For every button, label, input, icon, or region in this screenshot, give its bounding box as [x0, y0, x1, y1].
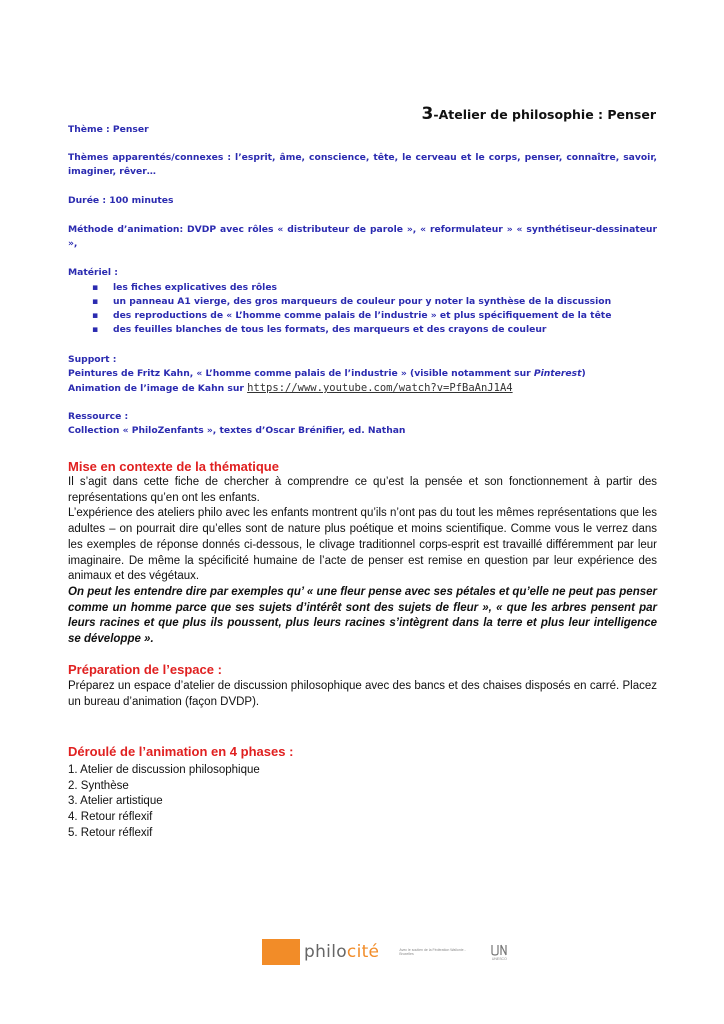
- support-label: Support :: [68, 354, 117, 365]
- context-heading: Mise en contexte de la thématique: [68, 459, 279, 474]
- animation-method: Méthode d’animation: DVDP avec rôles « distributeur de parole », « reformulateur » « synthétiseur-dessinateur »,: [68, 224, 657, 249]
- preparation-heading: Préparation de l’espace :: [68, 662, 222, 677]
- list-item: 4. Retour réflexif: [68, 811, 153, 824]
- context-paragraph-2: L’expérience des ateliers philo avec les enfants montrent qu’ils n’ont pas du tout les mêmes représentations que les adultes – on pourrait dire qu’elles sont de nature plus poétique et moins scientifique. Comme vous le verrez dans les exemples de réponse donnés ci-dessous, le clivage traditionnel corps-esprit est travaillé différemment par leur imaginaire. De même la spécificité humaine de l’acte de penser est remise en question par leur expérience des animaux et des végétaux.: [68, 507, 657, 583]
- resource-text: Collection « PhiloZenfants », textes d’Oscar Brénifier, ed. Nathan: [68, 425, 406, 436]
- philocite-logo-block: [262, 939, 300, 965]
- philocite-logo: philocité: [304, 942, 380, 962]
- list-item: ▪ un panneau A1 vierge, des gros marqueurs de couleur pour y noter la synthèse de la discussion: [92, 295, 611, 309]
- pinterest-text: Pinterest: [533, 368, 582, 379]
- support-section: [68, 353, 657, 396]
- list-item: ▪ des feuilles blanches de tous les formats, des marqueurs et des crayons de couleur: [92, 323, 611, 337]
- resource-section: [68, 410, 657, 438]
- youtube-link[interactable]: https://www.youtube.com/watch?v=PfBaAnJ1A4: [247, 382, 513, 394]
- materials-list: [92, 281, 611, 337]
- phases-list: [68, 763, 260, 842]
- partner-logo: [489, 943, 509, 961]
- list-item: 5. Retour réflexif: [68, 826, 153, 839]
- footer: [262, 938, 509, 966]
- theme-line: Thème : Penser: [68, 124, 149, 135]
- resource-label: Ressource :: [68, 411, 129, 422]
- preparation-text: Préparez un espace d’atelier de discussion philosophique avec des bancs et des chaises disposés en carré. Placez un bureau d’animation (façon DVDP).: [68, 680, 657, 708]
- partner-emblem-icon: [489, 943, 509, 957]
- context-body: [68, 475, 657, 648]
- list-item: 3. Atelier artistique: [68, 795, 163, 808]
- list-item: ▪ des reproductions de « L’homme comme palais de l’industrie » et plus spécifiquement de la tête: [92, 309, 611, 323]
- workshop-title: -Atelier de philosophie : Penser: [433, 107, 656, 122]
- partner-label: UNESCO: [491, 957, 507, 961]
- context-quote: On peut les entendre dire par exemples qu’ « une fleur pense avec ses pétales et qu’elle ne peut pas penser comme un homme parce que ses sujets d’intérêt sont des sujets de fleur », « que les arbres pensent par leurs racines et que plus ils poussent, plus leurs racines s’intègrent dans la terre et plus leur intelligence se développe ».: [68, 585, 657, 646]
- preparation-body: [68, 679, 657, 710]
- related-themes: Thèmes apparentés/connexes : l’esprit, âme, conscience, tête, le cerveau et le corps, penser, connaître, savoir, imaginer, rêver…: [68, 152, 657, 177]
- support-line-1: Peintures de Fritz Kahn, « L’homme comme palais de l’industrie » (visible notamment sur Pinterest): [68, 368, 586, 379]
- duration: Durée : 100 minutes: [68, 195, 174, 206]
- logo-caption: Avec le soutien de la Fédération Wallonie - Bruxelles: [399, 948, 466, 956]
- list-item: ▪ les fiches explicatives des rôles: [92, 281, 611, 295]
- list-item: 1. Atelier de discussion philosophique: [68, 764, 260, 776]
- list-item: 2. Synthèse: [68, 779, 129, 792]
- context-paragraph-1: Il s’agit dans cette fiche de chercher à comprendre ce qu’est la pensée et son fonctionnement à partir des représentations qu’en ont les enfants.: [68, 476, 657, 504]
- support-line-2: Animation de l’image de Kahn sur https://www.youtube.com/watch?v=PfBaAnJ1A4: [68, 382, 513, 394]
- page-title: [422, 104, 656, 124]
- deroule-heading: Déroulé de l’animation en 4 phases :: [68, 744, 294, 759]
- workshop-number: 3: [421, 104, 434, 124]
- materials-label: Matériel :: [68, 267, 118, 278]
